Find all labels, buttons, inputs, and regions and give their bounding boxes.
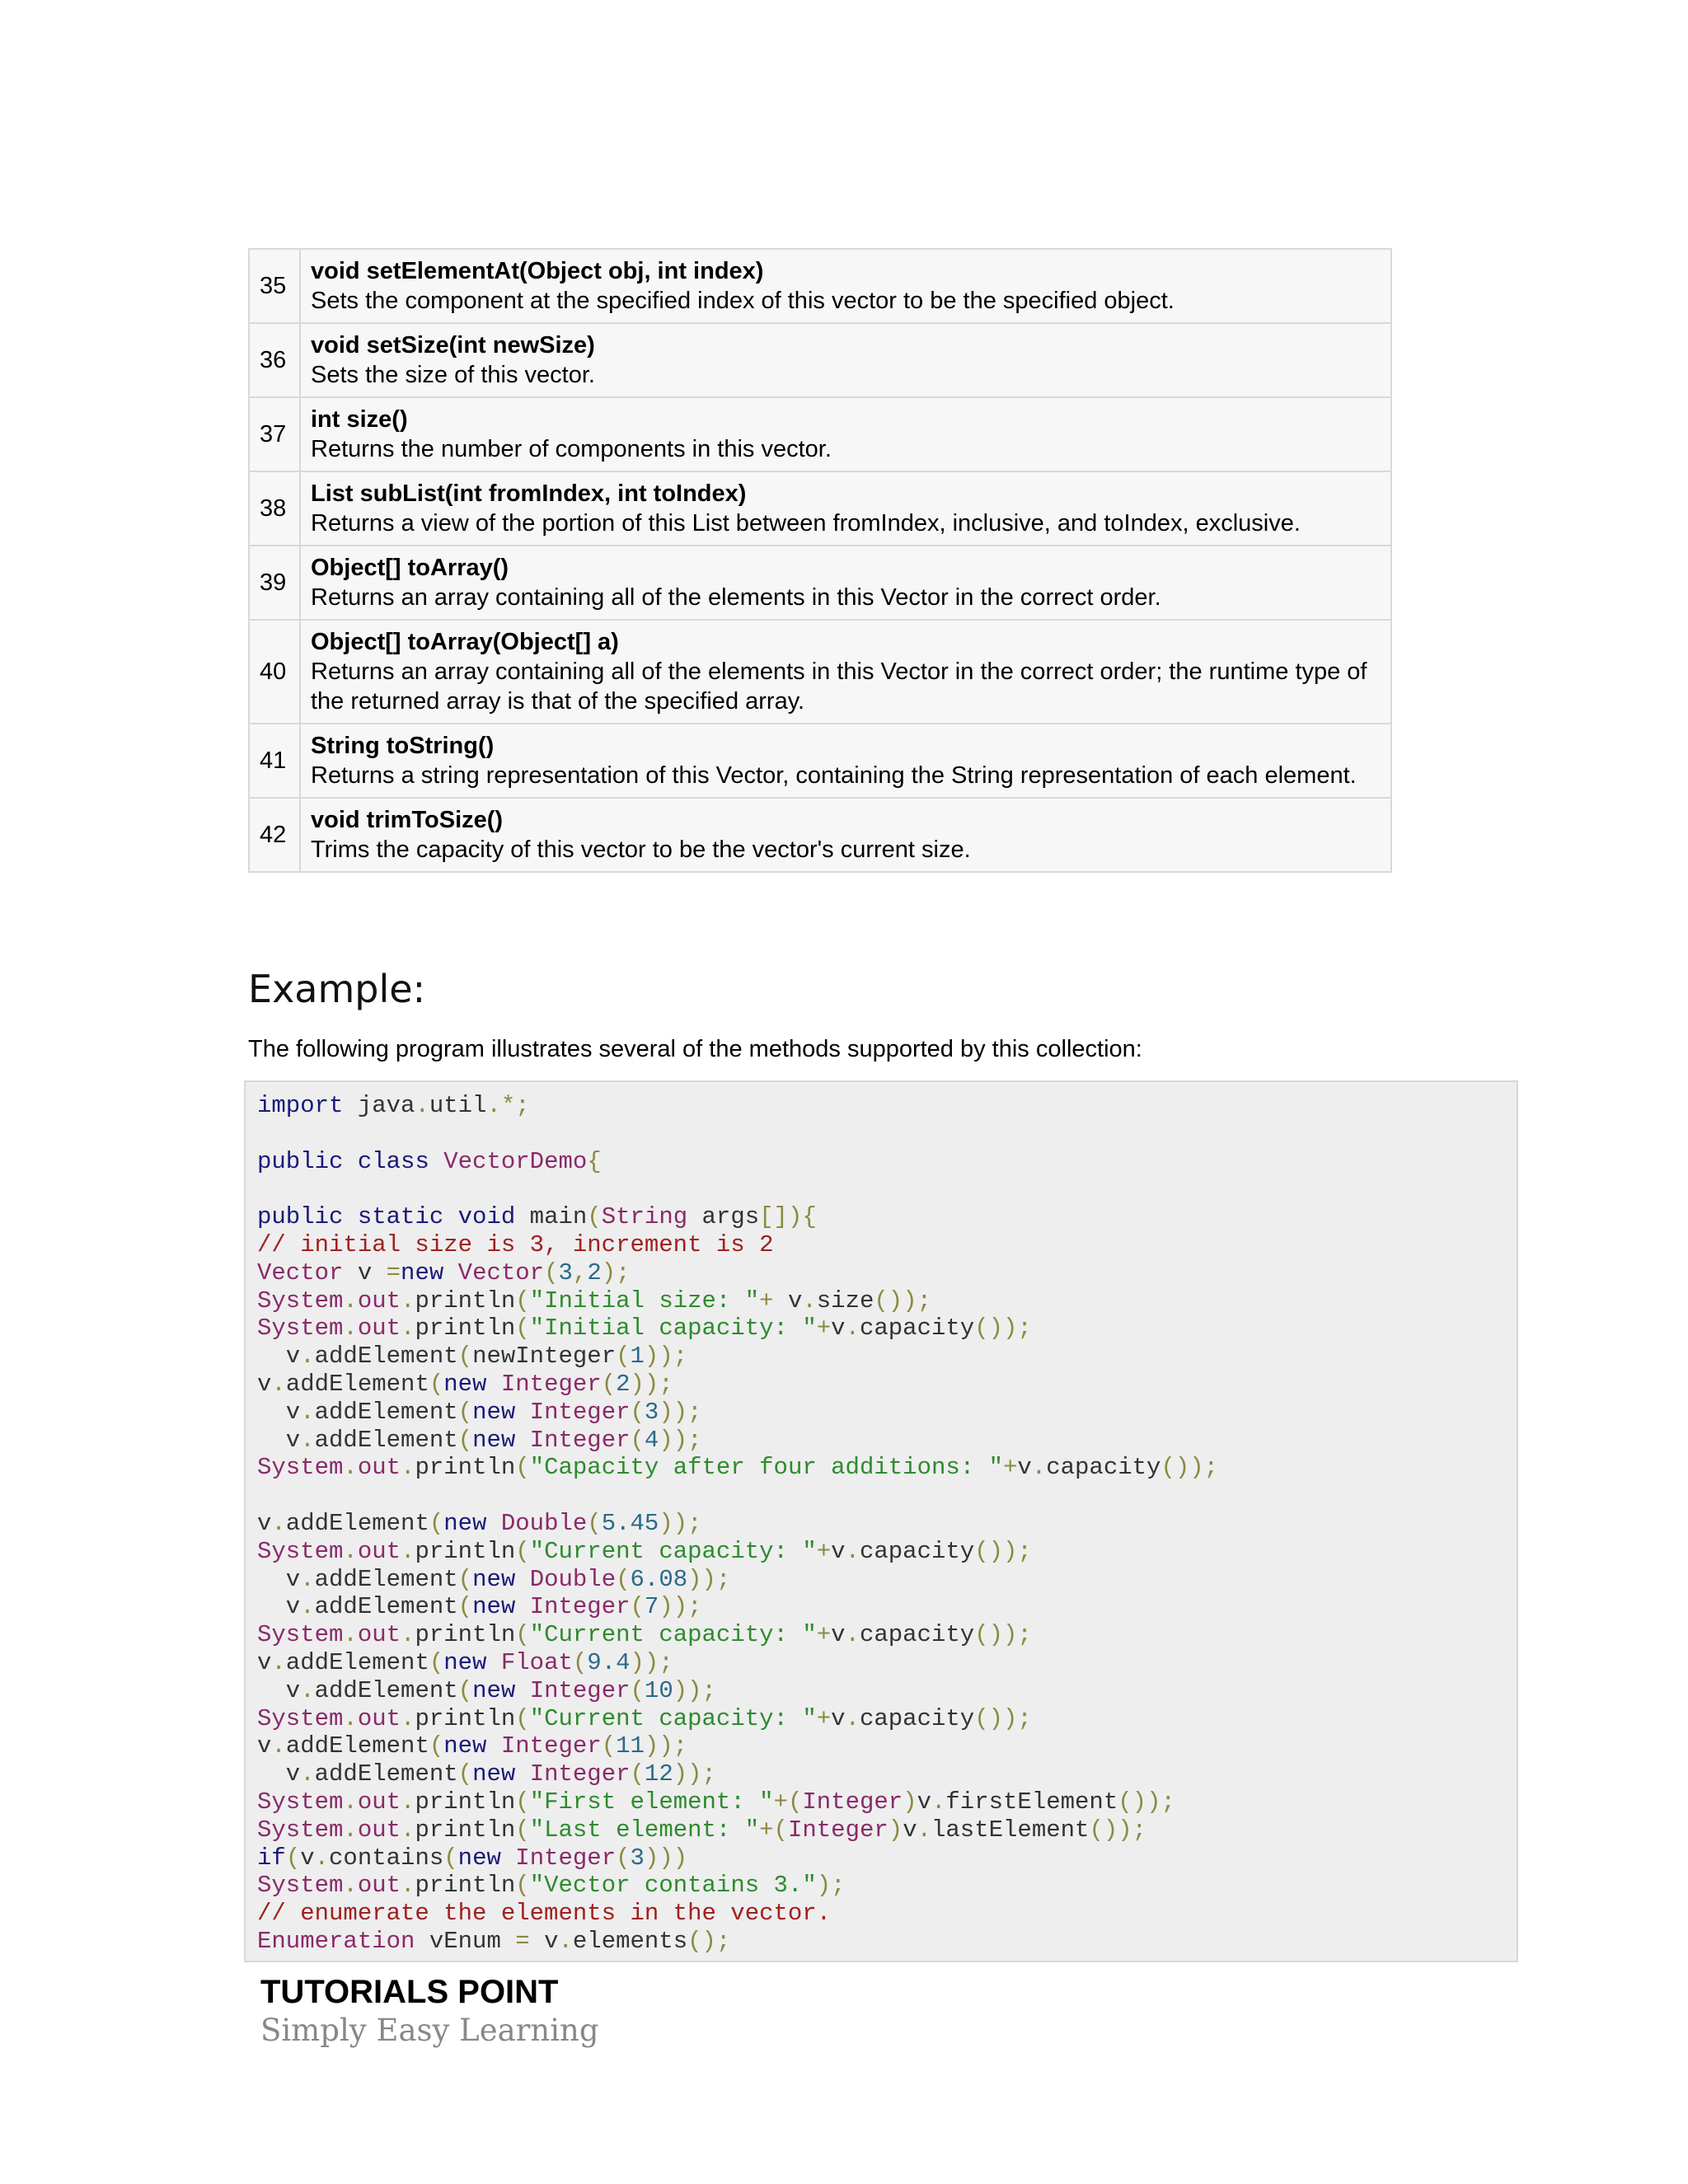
code-line: v.addElement(new Integer(3)); — [257, 1398, 702, 1426]
code-line: v.addElement(new Double(6.08)); — [257, 1565, 731, 1593]
code-line: v.addElement(new Float(9.4)); — [257, 1648, 673, 1676]
code-line: System.out.println("Current capacity: "+v.capacity()); — [257, 1621, 1032, 1649]
code-line: System.out.println("Last element: "+(Integer)v.lastElement()); — [257, 1816, 1147, 1844]
table-row — [249, 249, 1391, 323]
table-row — [249, 546, 1391, 620]
code-line: v.addElement(new Double(5.45)); — [257, 1509, 702, 1537]
method-number: 39 — [249, 546, 300, 620]
table-row — [249, 471, 1391, 546]
code-line: Enumeration vEnum = v.elements(); — [257, 1927, 731, 1955]
method-description: Sets the component at the specified index of this vector to be the specified object. — [311, 288, 1175, 314]
code-line: System.out.println("Capacity after four additions: "+v.capacity()); — [257, 1454, 1219, 1482]
footer-brand: TUTORIALS POINT — [260, 1974, 559, 2010]
code-line: // initial size is 3, increment is 2 — [257, 1230, 774, 1258]
method-number: 40 — [249, 620, 300, 724]
method-cell — [300, 798, 1391, 872]
code-line: public static void main(String args[]){ — [257, 1203, 817, 1231]
method-description: Trims the capacity of this vector to be the vector's current size. — [311, 837, 971, 863]
methods-table-body — [249, 249, 1391, 872]
method-signature: Object[] toArray() — [311, 555, 509, 581]
code-line: System.out.println("Initial size: "+ v.size()); — [257, 1286, 932, 1315]
example-heading: Example: — [248, 967, 426, 1011]
method-description: Sets the size of this vector. — [311, 362, 595, 388]
table-row — [249, 620, 1391, 724]
method-description: Returns an array containing all of the elements in this Vector in the correct order. — [311, 584, 1161, 611]
method-description: Returns the number of components in this vector. — [311, 436, 832, 462]
method-cell — [300, 471, 1391, 546]
method-signature: List subList(int fromIndex, int toIndex) — [311, 480, 747, 507]
code-line: if(v.contains(new Integer(3))) — [257, 1844, 688, 1872]
method-cell — [300, 724, 1391, 798]
code-line: v.addElement(new Integer(12)); — [257, 1760, 716, 1788]
method-number: 41 — [249, 724, 300, 798]
method-description: Returns an array containing all of the elements in this Vector in the correct order; the runtime type of the returned array is that of the specified array. — [311, 658, 1367, 715]
method-number: 36 — [249, 323, 300, 397]
method-cell — [300, 620, 1391, 724]
code-line: // enumerate the elements in the vector. — [257, 1900, 832, 1928]
method-cell — [300, 397, 1391, 471]
code-line: System.out.println("Vector contains 3."); — [257, 1872, 846, 1900]
method-number: 37 — [249, 397, 300, 471]
code-line: v.addElement(new Integer(7)); — [257, 1593, 702, 1621]
method-cell — [300, 249, 1391, 323]
example-intro: The following program illustrates several of the methods supported by this collection: — [248, 1036, 1142, 1062]
code-line: System.out.println("Initial capacity: "+v.capacity()); — [257, 1315, 1032, 1343]
code-line: v.addElement(new Integer(11)); — [257, 1732, 688, 1760]
method-signature: void setSize(int newSize) — [311, 332, 595, 359]
table-row — [249, 724, 1391, 798]
code-line: Vector v =new Vector(3,2); — [257, 1258, 631, 1286]
method-description: Returns a view of the portion of this List between fromIndex, inclusive, and toIndex, exclusive. — [311, 510, 1301, 537]
code-line: System.out.println("Current capacity: "+v.capacity()); — [257, 1704, 1032, 1732]
method-signature: void setElementAt(Object obj, int index) — [311, 258, 764, 284]
code-line: v.addElement(new Integer(2)); — [257, 1370, 673, 1398]
method-cell — [300, 546, 1391, 620]
method-description: Returns a string representation of this Vector, containing the String representation of each element. — [311, 762, 1357, 789]
method-signature: Object[] toArray(Object[] a) — [311, 629, 619, 655]
method-number: 38 — [249, 471, 300, 546]
footer-tagline: Simply Easy Learning — [260, 2013, 599, 2048]
method-cell — [300, 323, 1391, 397]
method-signature: int size() — [311, 406, 408, 433]
method-number: 42 — [249, 798, 300, 872]
method-signature: void trimToSize() — [311, 807, 504, 833]
code-line: v.addElement(newInteger(1)); — [257, 1343, 688, 1371]
code-line: public class VectorDemo{ — [257, 1147, 602, 1175]
table-row — [249, 323, 1391, 397]
code-line: System.out.println("Current capacity: "+v.capacity()); — [257, 1537, 1032, 1565]
methods-table — [248, 248, 1392, 873]
code-block — [244, 1080, 1518, 1962]
method-signature: String toString() — [311, 733, 495, 759]
table-row — [249, 798, 1391, 872]
method-number: 35 — [249, 249, 300, 323]
code-line: v.addElement(new Integer(4)); — [257, 1426, 702, 1454]
code-line: v.addElement(new Integer(10)); — [257, 1676, 716, 1704]
table-row — [249, 397, 1391, 471]
code-line: System.out.println("First element: "+(Integer)v.firstElement()); — [257, 1788, 1175, 1816]
code-line: import java.util.*; — [257, 1092, 530, 1119]
